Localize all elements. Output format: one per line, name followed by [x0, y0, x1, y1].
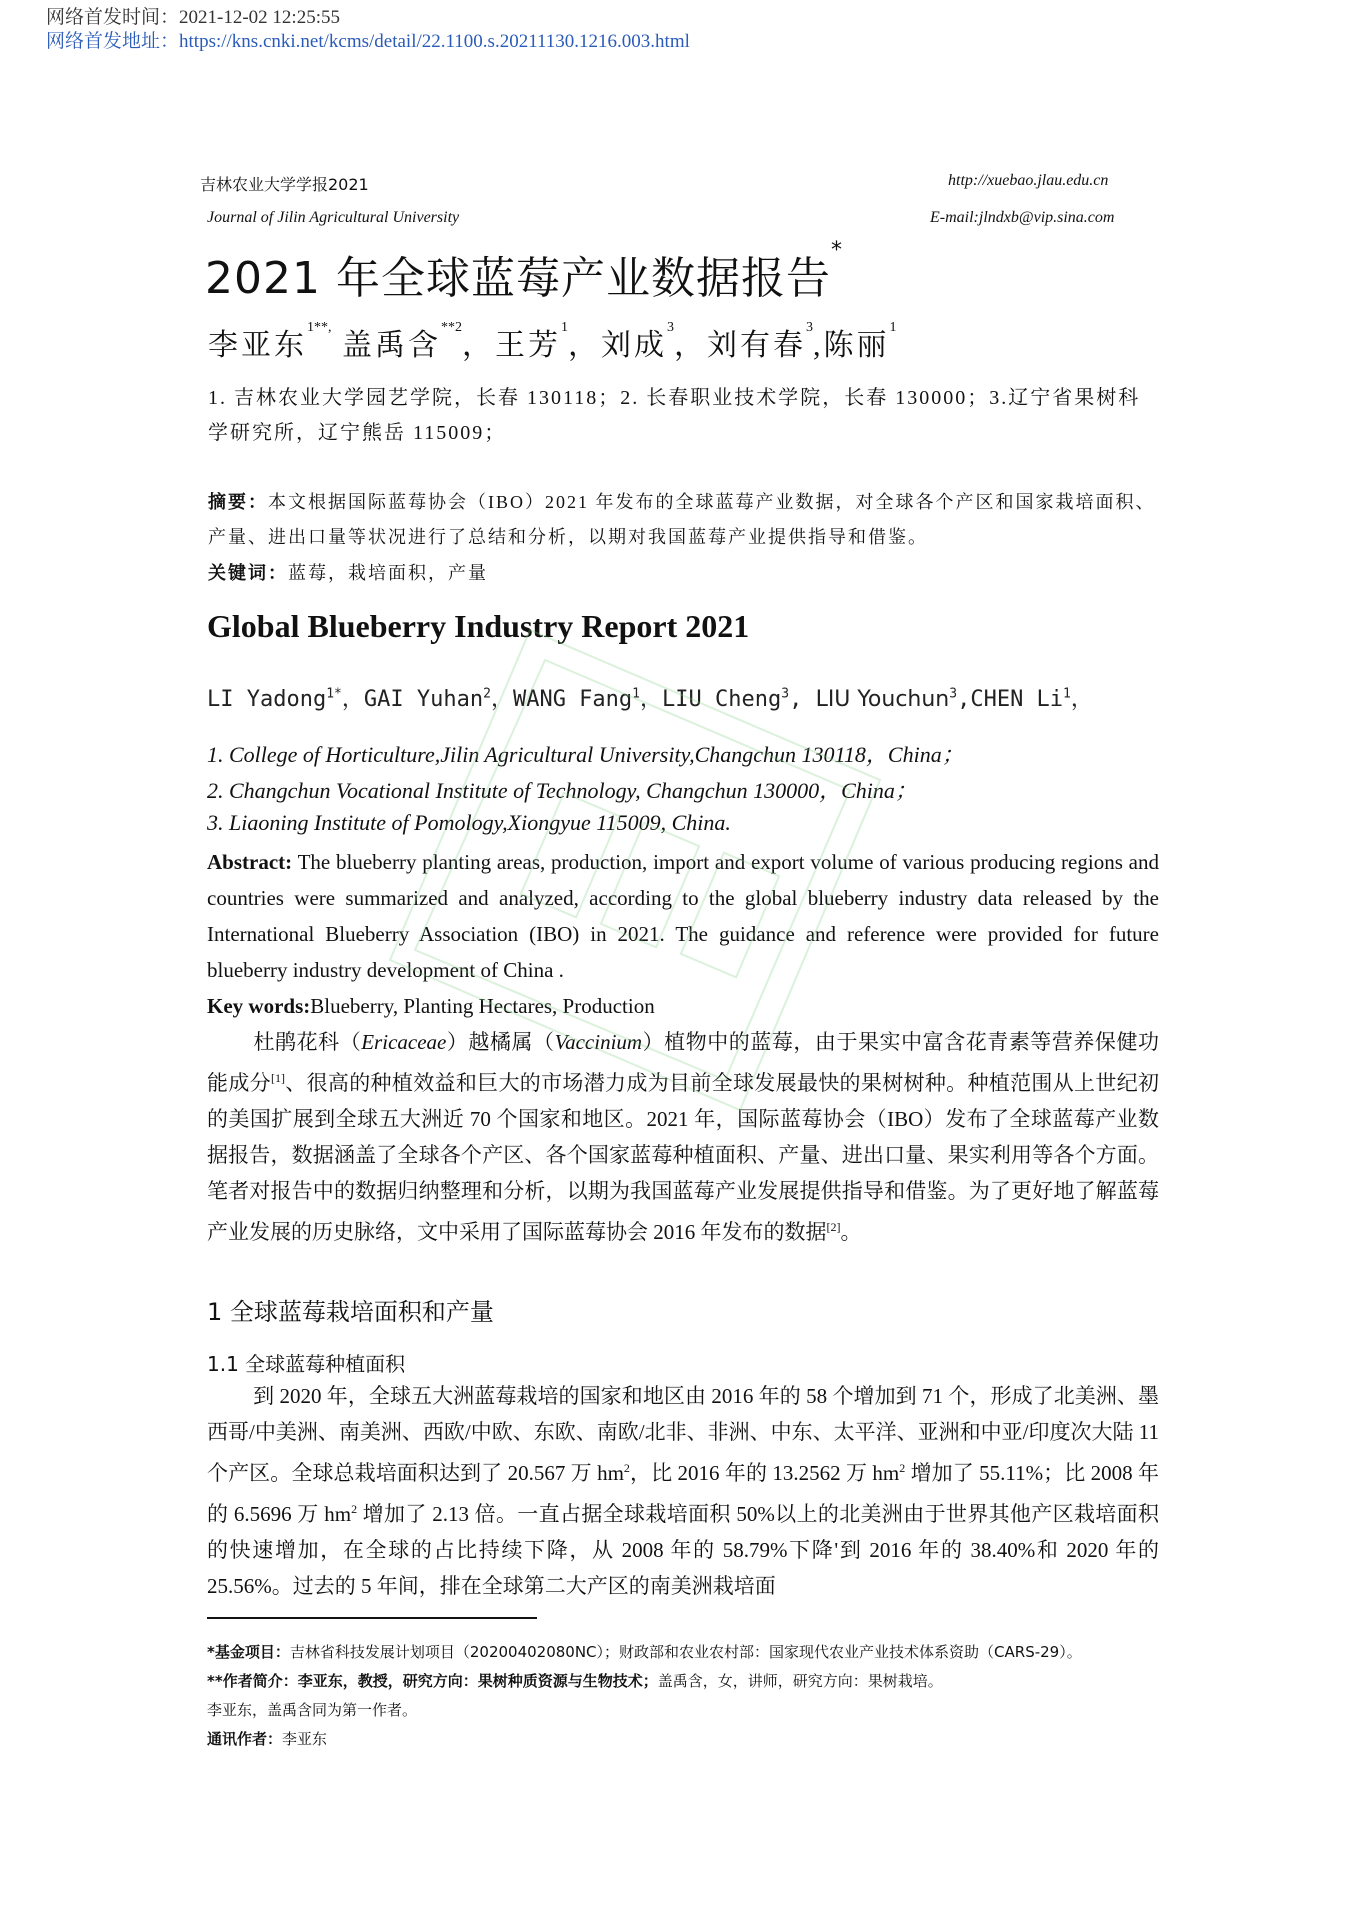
- abstract-en: [207, 844, 1159, 988]
- author-cn-sep: ，: [462, 329, 495, 362]
- footnote-fund-label: *基金项目：: [207, 1643, 290, 1661]
- footnote-fund: [207, 1638, 1082, 1667]
- section-text: 增加了 2.13 倍。一直占据全球栽培面积 50%以上的北美洲由于世界其他产区栽培面积的快速增加，在全球的占比持续下降，从 2008 年的 58.79%下降'到 2016 年的 38.40%和 2020 年的 25.56%。过去的 5 年间，排在全球第二大产区的南美洲栽培面: [207, 1502, 1159, 1598]
- affiliation-en-3: 3. Liaoning Institute of Pomology,Xiongyue 115009, China.: [207, 810, 731, 835]
- publish-address-link[interactable]: https://kns.cnki.net/kcms/detail/22.1100.s.20211130.1216.003.html: [179, 31, 690, 52]
- publish-meta: [46, 6, 690, 54]
- author-cn-sup: 1**,: [307, 320, 332, 335]
- author-cn-sep: [332, 329, 343, 362]
- affiliations-cn: 1. 吉林农业大学园艺学院，长春 130118；2. 长春职业技术学院，长春 130000；3.辽宁省果树科学研究所，辽宁熊岳 115009；: [208, 387, 1141, 444]
- author-cn: 王芳: [495, 329, 561, 362]
- affiliation-en-1: 1. College of Horticulture,Jilin Agricultural University,Changchun 130118，China；: [207, 742, 964, 767]
- footnote-divider: [207, 1617, 537, 1619]
- author-cn-sup: 1: [889, 320, 897, 335]
- keywords-en-text: Blueberry, Planting Hectares, Production: [310, 994, 655, 1018]
- section-text: ，比 2016 年的 13.2562 万 hm: [629, 1461, 900, 1485]
- author-cn: 陈丽: [823, 329, 890, 362]
- author-en-sup: 2: [483, 686, 491, 702]
- author-en-sup: 3: [949, 686, 958, 702]
- author-en-sep: ，: [341, 687, 364, 712]
- journal-email[interactable]: E-mail:jlndxb@vip.sina.com: [930, 209, 1115, 226]
- footnote-author: [207, 1667, 943, 1696]
- author-en: WANG Fang: [512, 687, 633, 712]
- section-heading-1: 1 全球蓝莓栽培面积和产量: [207, 1298, 494, 1326]
- intro-text: 、很高的种植效益和巨大的市场潜力成为目前全球发展最快的果树树种。种植范围从上世纪初的美国扩展到全球五大洲近 70 个国家和地区。2021 年，国际蓝莓协会（IBO）发布了全球蓝莓产业数据报告，数据涵盖了全球各个产区、各个国家蓝莓种植面积、产量、进出口量、果实利用等各个方面。笔者对报告中的数据归纳整理和分析，以期为我国蓝莓产业发展提供指导和借鉴。为了更好地了解蓝莓产业发展的历史脉络，文中采用了国际蓝莓协会 2016 年发布的数据: [207, 1071, 1160, 1244]
- author-en: CHEN Li: [970, 687, 1064, 712]
- author-en: GAI Yuhan: [363, 687, 484, 712]
- footnote-corr-text: 李亚东: [282, 1730, 328, 1748]
- author-en-sep: ,: [789, 687, 816, 712]
- author-en-sup: 3: [781, 686, 790, 702]
- keywords-en: [207, 988, 1159, 1024]
- author-en-sep: ，: [640, 687, 663, 712]
- intro-text: ）植物中的蓝莓，由于果实中富含花青素等营养保健功能成分: [207, 1030, 1160, 1095]
- unit-sup: 2: [351, 1502, 358, 1516]
- title-cn-text: 2021 年全球蓝莓产业数据报告: [205, 253, 831, 304]
- author-en-sep: ，: [490, 687, 513, 712]
- footnote-author-label: **作者简介：: [207, 1672, 298, 1690]
- author-cn-sep: ，: [568, 329, 601, 362]
- author-cn-sup: 3: [667, 320, 674, 335]
- author-cn-sup: 1: [561, 320, 568, 335]
- author-cn-sup: 3: [806, 320, 813, 335]
- footnote-author-bold: 李亚东，教授，研究方向：果树种质资源与生物技术；: [297, 1672, 658, 1690]
- author-cn: 李亚东: [208, 329, 307, 362]
- abstract-en-label: Abstract:: [207, 850, 293, 874]
- paper-title-en: Global Blueberry Industry Report 2021: [207, 608, 750, 644]
- author-en: LI Yadong: [207, 687, 327, 712]
- intro-text: 。: [840, 1220, 862, 1244]
- abstract-cn: [208, 485, 1160, 555]
- affiliation-en-2: 2. Changchun Vocational Institute of Technology, Changchun 130000，China；: [207, 778, 917, 803]
- publish-time-label: 网络首发时间：: [46, 7, 180, 28]
- title-cn-footnote-mark: *: [830, 238, 843, 263]
- journal-url[interactable]: http://xuebao.jlau.edu.cn: [948, 172, 1109, 189]
- author-en-sup: 1: [1063, 686, 1071, 702]
- footnote-author-rest: 盖禹含，女，讲师，研究方向：果树栽培。: [657, 1672, 943, 1690]
- abstract-cn-text: 本文根据国际蓝莓协会（IBO）2021 年发布的全球蓝莓产业数据，对全球各个产区和国家栽培面积、产量、进出口量等状况进行了总结和分析，以期对我国蓝莓产业提供指导和借鉴。: [208, 492, 1156, 547]
- citation-ref[interactable]: [1]: [270, 1071, 285, 1085]
- intro-text: ）越橘属（: [446, 1030, 555, 1054]
- authors-en: [207, 682, 1093, 713]
- author-cn: 盖禹含: [342, 329, 441, 362]
- author-en-sup: 1*: [326, 686, 342, 702]
- footnote-cofirst: 李亚东，盖禹含同为第一作者。: [207, 1701, 418, 1719]
- intro-paragraph: [207, 1024, 1159, 1250]
- unit-sup: 2: [623, 1461, 630, 1475]
- keywords-cn-text: 蓝莓，栽培面积，产量: [288, 563, 488, 583]
- keywords-en-label: Key words:: [207, 994, 311, 1018]
- author-en-sep: ，: [1070, 687, 1093, 712]
- footnote-corresponding: [207, 1725, 327, 1754]
- family-latin: Ericaceae: [361, 1030, 447, 1054]
- journal-name-en: Journal of Jilin Agricultural University: [207, 209, 460, 226]
- author-en: LIU Cheng: [662, 687, 782, 712]
- authors-cn: [208, 320, 897, 364]
- author-cn-sup: **2: [441, 320, 462, 335]
- footnote-corr-label: 通讯作者：: [207, 1730, 283, 1748]
- keywords-cn: [208, 556, 1160, 591]
- keywords-cn-label: 关键词：: [208, 563, 288, 583]
- citation-ref[interactable]: [2]: [826, 1220, 841, 1234]
- author-en-sep: ,: [957, 687, 971, 712]
- author-en: LIU Youchun: [815, 687, 950, 712]
- paper-title-cn: [205, 238, 843, 306]
- publish-address-label: 网络首发地址：: [46, 31, 180, 52]
- subsection-heading-1-1: 1.1 全球蓝莓种植面积: [207, 1352, 406, 1376]
- section-paragraph: [207, 1378, 1159, 1604]
- author-cn: 刘成: [601, 329, 667, 362]
- footnote-fund-text: 吉林省科技发展计划项目（20200402080NC）；财政部和农业农村部：国家现代农业产业技术体系资助（CARS-29）。: [289, 1643, 1082, 1661]
- author-cn-sep: ,: [813, 329, 824, 362]
- abstract-en-text: The blueberry planting areas, production, import and export volume of various producing regions and countries were summarized and analyzed, according to the global blueberry industry data released by the International Blueberry Association (IBO) in 2021. The guidance and reference were provided for future blueberry industry development of China .: [207, 850, 1159, 982]
- publish-time: 2021-12-02 12:25:55: [179, 7, 340, 28]
- journal-name-cn: 吉林农业大学学报2021: [200, 175, 369, 194]
- intro-text: 杜鹃花科（: [253, 1030, 362, 1054]
- author-en-sup: 1: [632, 686, 640, 702]
- author-cn: 刘有春: [707, 329, 806, 362]
- genus-latin: Vaccinium: [554, 1030, 643, 1054]
- author-cn-sep: ，: [674, 329, 707, 362]
- abstract-cn-label: 摘要：: [208, 492, 268, 512]
- section-text: 增加了 55.11%；比 2008 年的 6.5696 万 hm: [207, 1461, 1159, 1526]
- section-text: 到 2020 年，全球五大洲蓝莓栽培的国家和地区由 2016 年的 58 个增加到 71 个，形成了北美洲、墨西哥/中美洲、南美洲、西欧/中欧、东欧、南欧/北非、非洲、中东、太平洋、亚洲和中亚/印度次大陆 11 个产区。全球总栽培面积达到了 20.567 万 hm: [207, 1384, 1159, 1485]
- unit-sup: 2: [899, 1461, 906, 1475]
